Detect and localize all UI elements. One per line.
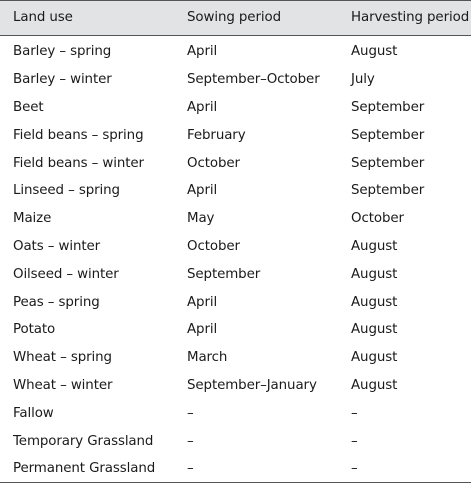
cell-harvesting-period: – [351,433,358,449]
cell-harvesting-period: September [351,127,425,143]
table-row [0,427,471,455]
cell-sowing-period: April [187,294,218,310]
cell-sowing-period: – [187,433,194,449]
cell-sowing-period: October [187,238,240,254]
cell-sowing-period: – [187,461,194,477]
cell-harvesting-period: August [351,266,398,282]
column-header-land-use: Land use [13,10,73,25]
table-row [0,66,471,94]
table-row [0,455,471,483]
cell-harvesting-period: August [351,350,398,366]
table-row [0,94,471,122]
cell-harvesting-period: August [351,377,398,393]
table-row [0,344,471,372]
cell-land-use: Wheat – winter [13,377,113,393]
cell-sowing-period: April [187,183,218,199]
cell-sowing-period: March [187,350,228,366]
cell-harvesting-period: July [351,72,375,88]
cell-sowing-period: September–October [187,72,320,88]
cell-land-use: Barley – spring [13,44,112,60]
cell-land-use: Temporary Grassland [13,433,154,449]
cell-land-use: Beet [13,99,44,115]
cell-land-use: Field beans – spring [13,127,144,143]
cell-sowing-period: May [187,211,215,227]
cell-land-use: Wheat – spring [13,350,112,366]
cell-sowing-period: September–January [187,377,317,393]
cell-land-use: Oats – winter [13,238,101,254]
table-row [0,121,471,149]
cell-land-use: Peas – spring [13,294,100,310]
cell-land-use: Barley – winter [13,72,112,88]
column-header-sowing-period: Sowing period [187,10,281,25]
table-row [0,233,471,261]
cell-sowing-period: – [187,405,194,421]
cell-harvesting-period: August [351,44,398,60]
cell-harvesting-period: – [351,405,358,421]
table-row [0,38,471,66]
table-body [0,35,471,483]
cell-sowing-period: April [187,44,218,60]
cell-harvesting-period: September [351,99,425,115]
cell-sowing-period: October [187,155,240,171]
table-row [0,316,471,344]
cell-sowing-period: September [187,266,261,282]
table-row [0,205,471,233]
table-row [0,177,471,205]
column-header-harvesting-period: Harvesting period [351,10,470,25]
table-row [0,288,471,316]
table-row [0,372,471,400]
cell-harvesting-period: September [351,183,425,199]
cell-harvesting-period: August [351,294,398,310]
table-row [0,260,471,288]
table-row [0,149,471,177]
cell-land-use: Permanent Grassland [13,461,156,477]
cell-harvesting-period: September [351,155,425,171]
cell-sowing-period: April [187,99,218,115]
cell-sowing-period: February [187,127,246,143]
cell-sowing-period: April [187,322,218,338]
cell-land-use: Linseed – spring [13,183,120,199]
table-row [0,399,471,427]
cell-harvesting-period: – [351,461,358,477]
cell-land-use: Potato [13,322,56,338]
cell-land-use: Maize [13,211,52,227]
cell-land-use: Field beans – winter [13,155,144,171]
cell-harvesting-period: August [351,322,398,338]
cell-harvesting-period: August [351,238,398,254]
cell-land-use: Oilseed – winter [13,266,119,282]
cell-harvesting-period: October [351,211,404,227]
header-row [0,0,471,35]
cell-land-use: Fallow [13,405,54,421]
